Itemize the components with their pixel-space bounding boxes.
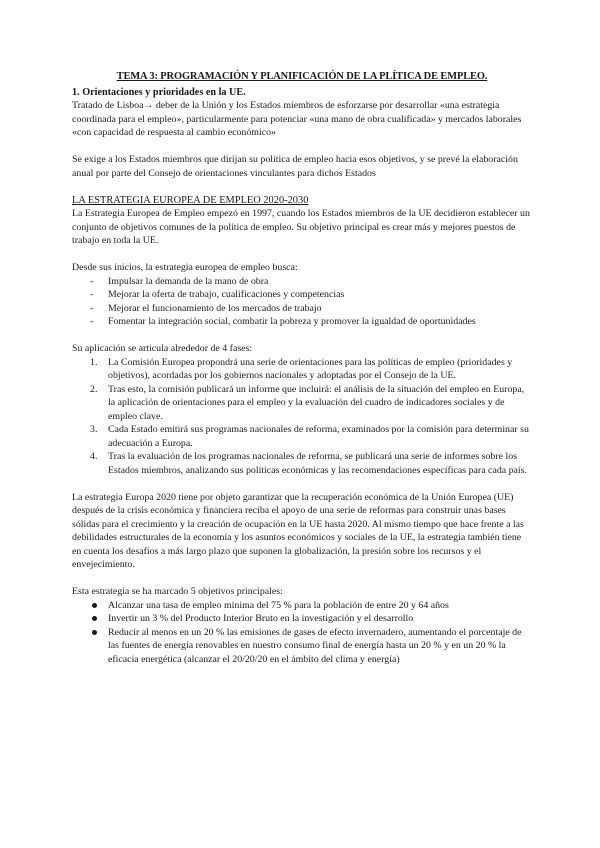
paragraph-estados-miembros: Se exige a los Estados miembros que dirijan su política de empleo hacia esos objetivos, y se prevé la elaboración anual por parte del Consejo de orientaciones vinculantes para dichos Estados [72, 154, 518, 179]
list-item: - Impulsar la demanda de la mano de obra [72, 275, 532, 289]
aims-list [72, 275, 532, 329]
paragraph-fases: Su aplicación se articula alrededor de 4 fases: [72, 343, 253, 354]
list-item: 1. La Comisión Europea propondrá una serie de orientaciones para las políticas de empleo (prioridades y objetivos), acordadas por los gobiernos nacionales y adoptadas por el Consejo de la UE. [90, 356, 513, 381]
list-item: Alcanzar una tasa de empleo mínima del 75 % para la población de entre 20 y 64 años [72, 599, 532, 613]
list-item: 2. Tras esto, la comisión publicará un informe que incluirá: el análisis de la situación del empleo en Europa, la aplicación de orientaciones para el empleo y la evaluación del cuadro de indicadores sociales y de empleo clave. [90, 383, 525, 422]
paragraph-desde-inicios: Desde sus inicios, la estrategia europea de empleo busca: [72, 262, 298, 273]
list-item: Reducir al menos en un 20 % las emisiones de gases de efecto invernadero, aumentando el porcentaje de las fuentes de energía renovables en nuestro consumo final de energía hasta un 20 % y en un 20 % la eficacia energética (alcanzar el 20/20/20 en el ámbito del clima y energía) [72, 626, 532, 667]
list-item: - Mejorar el funcionamiento de los mercados de trabajo [72, 302, 532, 316]
list-item: - Fomentar la integración social, combatir la pobreza y promover la igualdad de oportunidades [72, 315, 532, 329]
paragraph-lisboa: Tratado de Lisboa→ deber de la Unión y los Estados miembros de esforzarse por desarrollar «una estrategia coordinada para el empleo», particularmente para potenciar «una mano de obra cualificada» y mercados laborales «con capacidad de respuesta al cambio económico» [72, 100, 522, 138]
list-item: 4. Tras la evaluación de los programas nacionales de reforma, se publicará una serie de informes sobre los Estados miembros, analizando sus políticas económicas y las recomendaciones específicas para cada país. [90, 451, 527, 476]
heading-orientaciones: 1. Orientaciones y prioridades en la UE. [72, 86, 246, 98]
list-item: Invertir un 3 % del Producto Interior Bruto en la investigación y el desarrollo [72, 612, 532, 626]
phases-list [72, 356, 532, 478]
document-title: TEMA 3: PROGRAMACIÓN Y PLANIFICACIÓN DE LA PLÍTICA DE EMPLEO. [116, 71, 488, 82]
list-item: - Mejorar la oferta de trabajo, cualificaciones y competencias [72, 288, 532, 302]
paragraph-europa-2020: La estrategia Europa 2020 tiene por objeto garantizar que la recuperación económica de la Unión Europea (UE) después de la crisis económica y financiera reciba el apoyo de una serie de reformas para construir unas bases sólidas para el crecimiento y la creación de ocupación en la UE hasta 2020. Al mismo tiempo que hace frente a las debilidades estructurales de la economía y los asuntos económicos y sociales de la UE, la estrategia también tiene en cuenta los desafíos a más largo plazo que suponen la globalización, la presión sobre los recursos y el envejecimiento. [72, 491, 524, 570]
section-title-estrategia: LA ESTRATEGIA EUROPEA DE EMPLEO 2020-2030 [72, 194, 309, 206]
objectives-list [72, 599, 532, 667]
paragraph-objetivos: Esta estrategia se ha marcado 5 objetivos principales: [72, 586, 283, 597]
document-page [72, 70, 532, 666]
list-item: 3. Cada Estado emitirá sus programas nacionales de reforma, examinados por la comisión para determinar su adecuación a Europa. [90, 424, 529, 449]
paragraph-estrategia-1997: La Estrategia Europea de Empleo empezó en 1997, cuando los Estados miembros de la UE decidieron establecer un conjunto de objetivos comunes de la política de empleo. Su objetivo principal es crear más y mejores puestos de trabajo en toda la UE. [72, 208, 530, 246]
